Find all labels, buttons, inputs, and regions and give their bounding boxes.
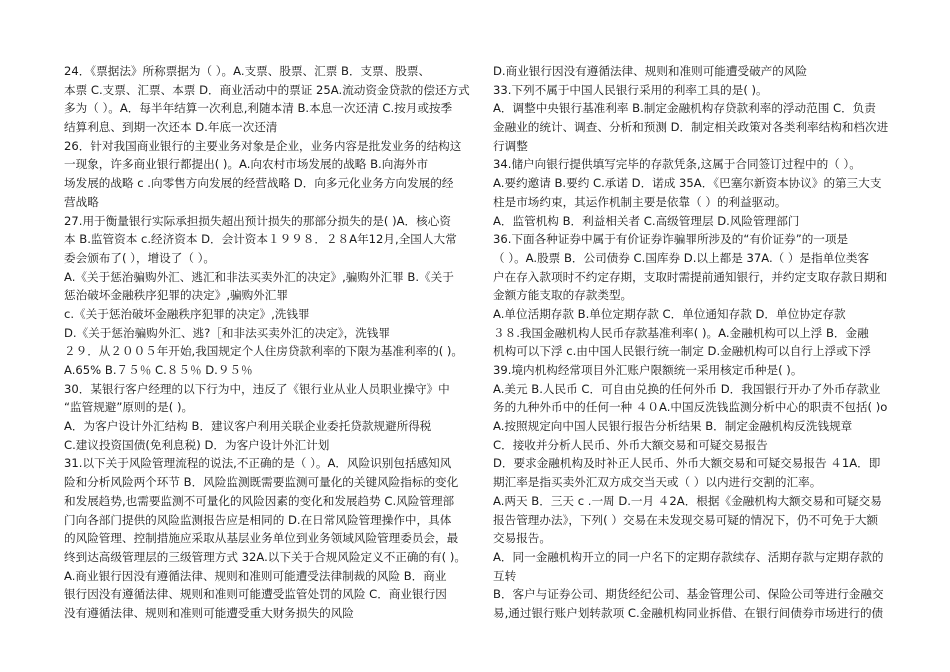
text-line: 本票 C.支票、汇票、本票 D．商业活动中的票证 25A.流动资金贷款的偿还方式 xyxy=(64,82,470,97)
text-line: C.建议投资国债(免利息税) D．为客户设计外汇计划 xyxy=(64,437,330,452)
text-line: 24．《票据法》所称票据为（ ）。A.支票、股票、汇票 B．支票、股票、 xyxy=(64,64,431,78)
text-line: D.《关于惩治骗购外汇、逃?［和非法买卖外汇的决定》，洗钱罪 xyxy=(64,325,390,340)
text-line: 惩治破坏金融秩序犯罪的决定》,骗购外汇罪 xyxy=(64,288,288,303)
text-line: 没有遵循法律、规则和准则可能遭受重大财务损失的风险 xyxy=(64,605,354,620)
text-line: c.《关于惩治破坏金融秩序犯罪的决定》,洗钱罪 xyxy=(64,306,310,321)
text-line: A．同一金融机构开立的同一户名下的定期存款续存、活期存款与定期存款的 xyxy=(493,549,884,564)
text-line: A.单位活期存款 B.单位定期存款 C．单位通知存款 D．单位协定存款 xyxy=(493,306,846,321)
text-line: A.要约邀请 B.要约 C.承诺 D．诺成 35A．《巴塞尔新资本协议》的第三大支 xyxy=(493,176,882,191)
text-line: 30．某银行客户经理的以下行为中，违反了《银行业从业人员职业操守》中 xyxy=(64,381,450,396)
text-line: 33.下列不属于中国人民银行采用的利率工具的是( )。 xyxy=(493,82,768,97)
text-line: ２９．从２００５年开始,我国规定个人住房贷款利率的下限为基准利率的( )。 xyxy=(64,344,464,359)
text-line: A.《关于惩治骗购外汇、逃汇和非法买卖外汇的决定》,骗购外汇罪 B.《关于 xyxy=(64,269,454,284)
text-line: 期汇率是指买卖外汇双方成交当天或（ ）以内进行交割的汇率。 xyxy=(493,475,822,490)
text-line: 报告管理办法》，下列( ）交易在未发现交易可疑的情况下，仍不可免于大额 xyxy=(493,512,879,527)
text-line: （ ）。A.股票 B．公司债券 C.国库券 D.以上都是 37A.（ ）是指单位类客 xyxy=(493,250,870,265)
text-line: 36.下面各种证券中属于有价证券诈骗罪所涉及的“有价证券”的一项是 xyxy=(493,232,849,247)
text-line: ３８.我国金融机构人民币存款基准利率( )。A.金融机构可以上浮 B．金融 xyxy=(493,325,869,340)
text-line: 31.以下关于风险管理流程的说法,不正确的是（ ）。A．风险识别包括感知风 xyxy=(64,456,452,471)
text-line: 门向各部门提供的风险监测报告应是相同的 D.在日常风险管理操作中，具体 xyxy=(64,512,452,527)
text-line: 机构可以下浮 c.由中国人民银行统一制定 D.金融机构可以自行上浮或下浮 xyxy=(493,344,871,359)
text-line: D．要求金融机构及时补正人民币、外币大额交易和可疑交易报告 ４1A．即 xyxy=(493,456,881,471)
text-line: C．接收并分析人民币、外币大额交易和可疑交易报告 xyxy=(493,437,768,452)
text-line: 39.境内机构经常项目外汇账户限额统一采用核定币种是( )。 xyxy=(493,363,803,377)
text-line: 的风险管理、控制措施应采取从基层业务单位到业务领域风险管理委员会，最 xyxy=(64,531,459,546)
text-line: 金融业的统计、调查、分析和预测 D．制定相关政策对各类利率结构和档次进 xyxy=(493,120,889,135)
text-line: 一现象，许多商业银行都提出( )。A.向农村市场发展的战略 B.向海外市 xyxy=(64,157,429,172)
text-line: 险和分析风险两个环节 B．风险监测既需要监测可量化的关键风险指标的变化 xyxy=(64,475,459,490)
text-line: B．客户与证券公司、期货经纪公司、基金管理公司、保险公司等进行金融交 xyxy=(493,587,884,602)
text-line: 行调整 xyxy=(493,138,528,153)
text-line: A．监管机构 B．利益相关者 C.高级管理层 D.风险管理部门 xyxy=(493,213,800,228)
left-text-column xyxy=(64,62,494,623)
text-line: 多为（ ）。A．每半年结算一次利息,利随本清 B.本息一次还清 C.按月或按季 xyxy=(64,101,453,116)
text-line: 本 B.监管资本 c.经济资本 D．会计资本１９９８．２８A年12月,全国人大常 xyxy=(64,232,457,247)
text-line: 金额方能支取的存款类型。 xyxy=(493,288,633,303)
text-line: 26．针对我国商业银行的主要业务对象是企业，业务内容是批发业务的结构这 xyxy=(64,138,462,153)
text-line: 34.储户向银行提供填写完毕的存款凭条,这属于合同签订过程中的（ ）。 xyxy=(493,157,861,172)
text-line: 交易报告。 xyxy=(493,531,551,546)
text-line: A.按照规定向中国人民银行报告分析结果 B．制定金融机构反洗钱规章 xyxy=(493,419,853,434)
text-line: 委会颁布了( ），增设了（ ）。 xyxy=(64,250,216,265)
text-line: 场发展的战略 c .向零售方向发展的经营战略 D．向多元化业务方向发展的经 xyxy=(64,176,454,191)
text-line: 营战略 xyxy=(64,194,99,209)
text-line: A.两天 B．三天 c .一周 D.一月 ４2A．根据《金融机构大额交易和可疑交易 xyxy=(493,493,882,508)
text-line: 银行因没有遵循法律、规则和准则可能遭受监管处罚的风险 C．商业银行因 xyxy=(64,587,447,602)
text-line: “监管规避”原则的是( )。 xyxy=(64,400,194,415)
text-line: 互转 xyxy=(493,568,517,583)
text-line: A．为客户设计外汇结构 B．建议客户利用关联企业委托贷款规避所得税 xyxy=(64,419,432,434)
text-line: A.美元 B.人民币 C．可自由兑换的任何外币 D．我国银行开办了外币存款业 xyxy=(493,381,881,396)
text-line: 柱是市场约束，其运作机制主要是依靠（ ）的利益驱动。 xyxy=(493,194,787,209)
text-line: 终到达高级管理层的三级管理方式 32A.以下关于合规风险定义不正确的有( )。 xyxy=(64,549,466,564)
text-line: 务的九种外币中的任何一种 ４０A.中国反洗钱监测分析中心的职责不包括( )o xyxy=(493,400,888,415)
text-line: A.65% B.７５％ C.８５％ D.９５％ xyxy=(64,363,253,377)
text-line: 结算利息、到期一次还本 D.年底一次还清 xyxy=(64,120,278,135)
text-line: A．调整中央银行基准利率 B.制定金融机构存贷款利率的浮动范围 C．负责 xyxy=(493,101,876,116)
text-line: 易,通过银行账户划转款项 C.金融机构同业拆借、在银行间债券市场进行的债 xyxy=(493,605,884,620)
right-text-column xyxy=(493,62,913,623)
text-line: 和发展趋势,也需要监测不可量化的风险因素的变化和发展趋势 C.风险管理部 xyxy=(64,493,455,508)
text-line: A.商业银行因没有遵循法律、规则和准则可能遭受法律制裁的风险 B．商业 xyxy=(64,568,447,583)
text-line: D.商业银行因没有遵循法律、规则和准则可能遭受破产的风险 xyxy=(493,64,808,78)
text-line: 27.用于衡量银行实际承担损失超出预计损失的那部分损失的是( )A．核心资 xyxy=(64,213,451,228)
text-line: 户在存入款项时不约定存期，支取时需提前通知银行，并约定支取存款日期和 xyxy=(493,269,888,284)
